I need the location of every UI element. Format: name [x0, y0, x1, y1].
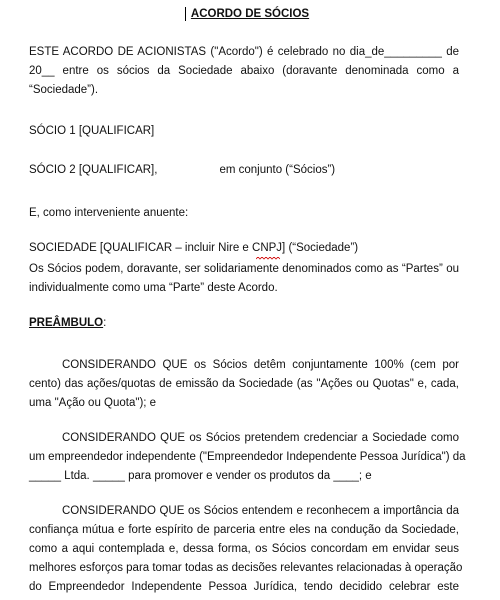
considerando-3-line-1: CONSIDERANDO QUE os Sócios entendem e reconhecem a importância da	[62, 505, 459, 517]
partes-line-2: individualmente como uma “Parte” deste Acordo.	[29, 282, 278, 294]
socio-2	[29, 161, 459, 180]
sociedade-line: SOCIEDADE [QUALIFICAR – incluir Nire e CNPJ] (“Sociedade”)	[29, 242, 359, 254]
considerando-1-line-1: CONSIDERANDO QUE os Sócios detêm conjuntamente 100% (cem por	[62, 359, 459, 371]
socio-1: SÓCIO 1 [QUALIFICAR]	[29, 125, 155, 137]
socio-2-conjunto: em conjunto (“Sócios”)	[219, 164, 336, 176]
intro-line-3: “Sociedade”).	[29, 84, 99, 96]
document-title: ACORDO DE SÓCIOS	[190, 8, 310, 20]
intro-line-2: 20__ entre os sócios da Sociedade abaixo (doravante denominada como a	[29, 65, 459, 77]
considerando-1-line-3: uma "Ação ou Quota"); e	[29, 397, 157, 409]
considerando-2-line-2: um empreendedor independente ("Empreendedor Independente Pessoa Jurídica") da	[29, 451, 466, 463]
considerando-3-line-5: do Empreendedor Independente Pessoa Jurídica, tendo decidido celebrar este	[29, 581, 459, 593]
considerando-2-line-1: CONSIDERANDO QUE os Sócios pretendem credenciar a Sociedade como	[62, 432, 459, 444]
intro-line-1: ESTE ACORDO DE ACIONISTAS ("Acordo") é celebrado no dia_de_________ de	[29, 46, 459, 58]
considerando-3-line-4: melhores esforços para tomar todas as decisões relevantes relacionadas à operação	[29, 562, 463, 574]
preambulo-colon: :	[103, 317, 107, 329]
interveniente-line: E, como interveniente anuente:	[29, 207, 189, 219]
partes-line-1: Os Sócios podem, doravante, ser solidariamente denominados como as “Partes” ou	[29, 263, 459, 275]
considerando-1-line-2: cento) das ações/quotas de emissão da Sociedade (as "Ações ou Quotas" e, cada,	[29, 378, 459, 390]
considerando-3-line-3: como a aqui contemplada e, dessa forma, os Sócios concordam em envidar seus	[29, 543, 459, 555]
preambulo-title: PREÂMBULO	[29, 317, 104, 329]
considerando-2-line-3: _____ Ltda. _____ para promover e vender os produtos da ____; e	[29, 470, 372, 482]
considerando-3-line-2: confiança mútua e forte espírito de parceria entre eles na condução da Sociedade,	[29, 524, 459, 536]
preambulo-heading	[29, 314, 459, 333]
socio-2-label: SÓCIO 2 [QUALIFICAR],	[29, 164, 158, 176]
